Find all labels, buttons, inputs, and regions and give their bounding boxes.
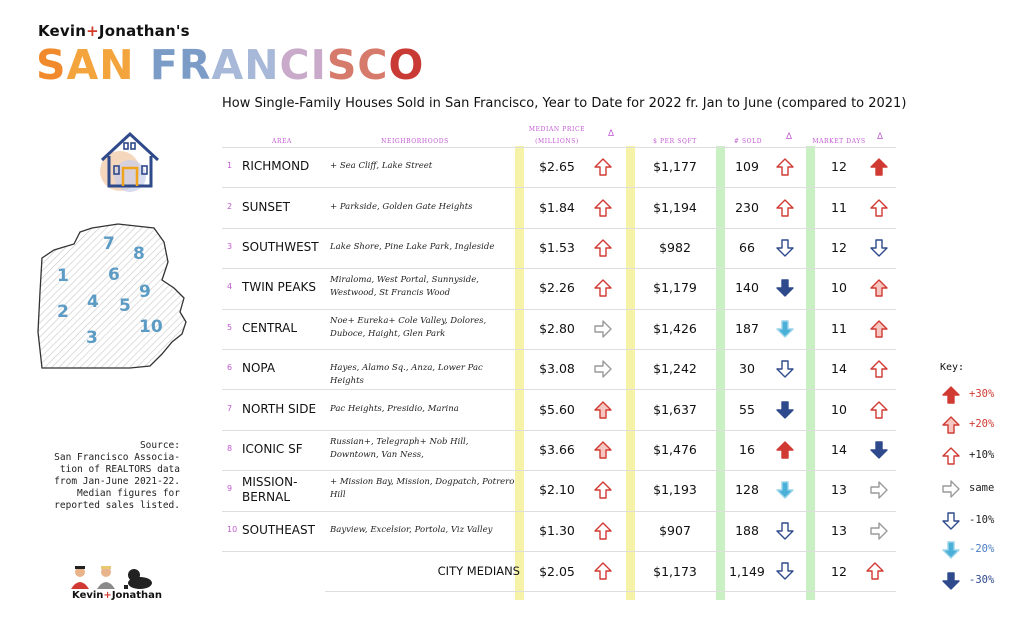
map-number-7: 7: [103, 234, 115, 254]
market-days: 14: [831, 361, 847, 377]
table-row-divider: [325, 591, 896, 592]
table-row-divider: [222, 349, 896, 350]
median-price: $2.10: [539, 482, 575, 498]
price-per-sqft: $1,242: [653, 361, 697, 377]
source-line: reported sales listed.: [54, 500, 180, 511]
homes-sold: 16: [739, 442, 755, 457]
arrow-up-outline-icon: [594, 481, 612, 499]
arrow-up-solid-icon: [942, 386, 960, 409]
row-number: 4: [227, 282, 233, 292]
page-subtitle: How Single-Family Houses Sold in San Francisco, Year to Date for 2022 fr. Jan to June (compared to 2021): [222, 96, 907, 111]
column-band-sqft-right: [716, 146, 725, 600]
homes-sold: 187: [735, 320, 759, 336]
arrow-up-outline-icon: [594, 158, 612, 176]
arrow-down-solid-icon: [942, 572, 960, 595]
price-per-sqft: $1,637: [653, 401, 697, 417]
header-market-days: MARKET DAYS: [812, 138, 866, 145]
column-band-days: [806, 146, 815, 600]
row-number: 5: [227, 322, 233, 332]
row-number: 6: [227, 363, 233, 373]
area-name: SUNSET: [242, 199, 290, 214]
arrow-right-outline-icon: [942, 480, 960, 503]
area-name: TWIN PEAKS: [242, 280, 317, 295]
table-row-divider: [222, 430, 896, 431]
arrow-up-solid-icon: [776, 441, 794, 459]
arrow-down-solid-icon: [776, 279, 794, 297]
map-number-3: 3: [86, 328, 98, 348]
source-note: [40, 440, 180, 512]
header-delta-price: Δ: [608, 128, 615, 138]
source-title: Source:: [139, 440, 180, 451]
area-name: CENTRAL: [242, 320, 298, 335]
key-item-label: -10%: [969, 514, 995, 526]
column-band-sqft-left: [626, 146, 635, 600]
median-price: $2.65: [539, 159, 575, 175]
row-number: 3: [227, 242, 233, 251]
brand-small-title: [38, 22, 190, 40]
column-band-price: [515, 146, 524, 600]
arrow-down-outline-icon: [776, 522, 794, 540]
homes-sold: 55: [739, 401, 755, 417]
median-price: $2.26: [539, 280, 575, 296]
median-price: $3.08: [539, 361, 575, 377]
brand-letter: O: [388, 41, 425, 89]
brand-letter: C: [279, 41, 311, 89]
brand-letter: A: [66, 41, 100, 89]
neighborhoods-text: Russian+, Telegraph+ Nob Hill, Downtown, Van Ness,: [330, 437, 469, 460]
arrow-up-tinted-icon: [870, 279, 888, 297]
brand-letter: N: [244, 41, 280, 89]
brand-letter: N: [99, 41, 135, 89]
median-price: $1.53: [539, 240, 575, 255]
brand-letter: A: [211, 41, 245, 89]
market-days: 11: [831, 199, 847, 215]
arrow-down-outline-icon: [776, 360, 794, 378]
market-days: 14: [831, 442, 847, 457]
table-row-divider: [222, 511, 896, 512]
brand-plus: +: [86, 22, 99, 40]
sf-map: [34, 222, 196, 372]
area-name: NOPA: [242, 361, 276, 376]
map-number-10: 10: [139, 317, 163, 337]
key-item-label: -20%: [969, 543, 995, 555]
arrow-right-outline-icon: [870, 481, 888, 499]
brand-logo-san-francisco: [36, 40, 424, 90]
source-line: Median figures for: [77, 488, 180, 499]
homes-sold: 230: [735, 199, 759, 215]
key-title: Key:: [940, 362, 965, 373]
price-per-sqft: $1,476: [653, 442, 697, 457]
arrow-up-outline-icon: [594, 279, 612, 297]
arrow-right-outline-icon: [870, 522, 888, 540]
brand-letter: R: [178, 41, 212, 89]
arrow-up-outline-icon: [870, 401, 888, 419]
row-number: 8: [227, 444, 233, 453]
row-number: 9: [227, 484, 233, 494]
row-number: 1: [227, 161, 233, 171]
homes-sold: 188: [735, 522, 759, 538]
team-avatars-icon: [68, 565, 158, 589]
market-days: 11: [831, 320, 847, 336]
table-row-divider: [222, 470, 896, 471]
footer-brand: Kevin+Jonathan: [72, 590, 163, 601]
price-per-sqft: $1,194: [653, 199, 697, 215]
price-per-sqft: $1,193: [653, 482, 697, 498]
arrow-down-outline-icon: [776, 562, 794, 580]
table-row-divider: [222, 187, 896, 188]
key-item-label: +30%: [969, 388, 995, 400]
table-row-divider: [222, 268, 896, 269]
neighborhoods-text: Hayes, Alamo Sq., Anza, Lower Pac Heights: [330, 363, 483, 387]
key-item-label: +20%: [969, 418, 995, 430]
header-sold: # SOLD: [733, 138, 763, 145]
homes-sold: 128: [735, 482, 759, 498]
city-medians-label: CITY MEDIANS: [437, 564, 520, 578]
brand-letter: I: [310, 41, 327, 89]
header-median-price: MEDIAN PRICE (MILLIONS): [528, 126, 586, 145]
price-per-sqft: $1,179: [653, 280, 697, 296]
market-days: 10: [831, 280, 847, 296]
arrow-down-outline-icon: [942, 512, 960, 535]
market-days: 13: [831, 522, 847, 538]
source-line: San Francisco Associa-: [54, 452, 180, 463]
arrow-down-teal-icon: [776, 481, 794, 499]
neighborhoods-text: Pac Heights, Presidio, Marina: [330, 403, 459, 414]
arrow-down-outline-icon: [776, 239, 794, 257]
neighborhoods-text: Miraloma, West Portal, Sunnyside, Westwood, St Francis Wood: [330, 275, 479, 299]
header-area: AREA: [272, 138, 292, 145]
source-line: tion of REALTORS data: [59, 464, 180, 475]
table-row-divider: [222, 551, 896, 552]
arrow-up-outline-icon: [866, 562, 884, 580]
row-number: 10: [227, 524, 238, 534]
arrow-up-tinted-icon: [942, 416, 960, 439]
area-name: NORTH SIDE: [242, 401, 317, 416]
arrow-down-outline-icon: [870, 239, 888, 257]
area-name: MISSION-BERNAL: [242, 475, 298, 505]
row-number: 7: [227, 403, 233, 413]
arrow-right-outline-icon: [594, 360, 612, 378]
arrow-up-tinted-icon: [870, 320, 888, 338]
arrow-down-solid-icon: [870, 441, 888, 459]
price-per-sqft-city: $1,173: [653, 564, 697, 579]
arrow-up-outline-icon: [594, 522, 612, 540]
arrow-up-outline-icon: [594, 239, 612, 257]
area-name: RICHMOND: [242, 159, 310, 174]
map-number-4: 4: [87, 292, 99, 312]
header-delta-sold: Δ: [786, 131, 793, 141]
brand-letter: C: [357, 41, 389, 89]
price-per-sqft: $982: [659, 240, 691, 255]
brand-name-jonathan: Jonathan's: [98, 22, 190, 40]
arrow-down-teal-icon: [942, 541, 960, 564]
market-days: 12: [831, 240, 847, 255]
arrow-up-tinted-icon: [594, 441, 612, 459]
arrow-up-tinted-icon: [594, 401, 612, 419]
source-line: from Jan-June 2021-22.: [54, 476, 180, 487]
homes-sold: 66: [739, 240, 755, 255]
median-price: $1.30: [539, 522, 575, 538]
map-number-9: 9: [139, 282, 151, 302]
neighborhoods-text: + Mission Bay, Mission, Dogpatch, Potrero Hill: [330, 477, 515, 501]
row-number: 2: [227, 201, 233, 211]
brand-letter: S: [326, 41, 358, 89]
price-per-sqft: $1,426: [653, 320, 697, 336]
median-price: $3.66: [539, 442, 575, 457]
homes-sold: 140: [735, 280, 759, 296]
brand-name-kevin: Kevin: [38, 22, 87, 40]
header-delta-days: Δ: [877, 131, 884, 141]
table-row-divider: [222, 389, 896, 390]
market-days: 10: [831, 401, 847, 417]
arrow-up-outline-icon: [870, 360, 888, 378]
header-per-sqft: $ PER SQFT: [653, 138, 697, 145]
key-item-label: -30%: [969, 574, 995, 586]
map-number-5: 5: [119, 296, 131, 316]
neighborhoods-text: Lake Shore, Pine Lake Park, Ingleside: [330, 242, 495, 252]
arrow-up-outline-icon: [594, 199, 612, 217]
arrow-up-outline-icon: [594, 562, 612, 580]
arrow-up-outline-icon: [776, 199, 794, 217]
market-days: 12: [831, 159, 847, 175]
arrow-up-outline-icon: [942, 447, 960, 470]
median-price: $2.80: [539, 320, 575, 336]
homes-sold: 109: [735, 159, 759, 175]
map-number-8: 8: [133, 244, 145, 264]
map-number-2: 2: [57, 302, 69, 322]
arrow-down-solid-icon: [776, 401, 794, 419]
area-name: SOUTHEAST: [242, 522, 315, 537]
table-row-divider: [222, 228, 896, 229]
key-item-label: +10%: [969, 449, 995, 461]
price-per-sqft: $907: [659, 522, 691, 538]
arrow-up-outline-icon: [776, 158, 794, 176]
area-name: ICONIC SF: [242, 442, 303, 456]
price-per-sqft: $1,177: [653, 159, 697, 175]
brand-letter: [135, 40, 150, 90]
median-price-city: $2.05: [539, 564, 575, 579]
key-item-label: same: [969, 482, 995, 494]
table-row-divider: [222, 309, 896, 310]
median-price: $5.60: [539, 401, 575, 417]
header-neighborhoods: NEIGHBORHOODS: [381, 138, 449, 145]
map-number-1: 1: [57, 266, 69, 286]
arrow-down-teal-icon: [776, 320, 794, 338]
map-number-6: 6: [108, 265, 120, 285]
arrow-up-outline-icon: [870, 199, 888, 217]
neighborhoods-text: + Sea Cliff, Lake Street: [330, 161, 433, 172]
homes-sold-city: 1,149: [729, 564, 765, 579]
house-icon: [90, 128, 170, 194]
brand-letter: S: [36, 41, 67, 89]
market-days-city: 12: [831, 564, 847, 579]
neighborhoods-text: Noe+ Eureka+ Cole Valley, Dolores, Duboce, Haight, Glen Park: [330, 315, 487, 339]
table-row-divider: [222, 147, 896, 148]
neighborhoods-text: Bayview, Excelsior, Portola, Viz Valley: [330, 524, 493, 535]
homes-sold: 30: [739, 361, 755, 377]
brand-letter: F: [149, 41, 179, 89]
median-price: $1.84: [539, 199, 575, 215]
arrow-up-solid-icon: [870, 158, 888, 176]
market-days: 13: [831, 482, 847, 498]
area-name: SOUTHWEST: [242, 240, 319, 254]
arrow-right-outline-icon: [594, 320, 612, 338]
neighborhoods-text: + Parkside, Golden Gate Heights: [330, 201, 473, 212]
